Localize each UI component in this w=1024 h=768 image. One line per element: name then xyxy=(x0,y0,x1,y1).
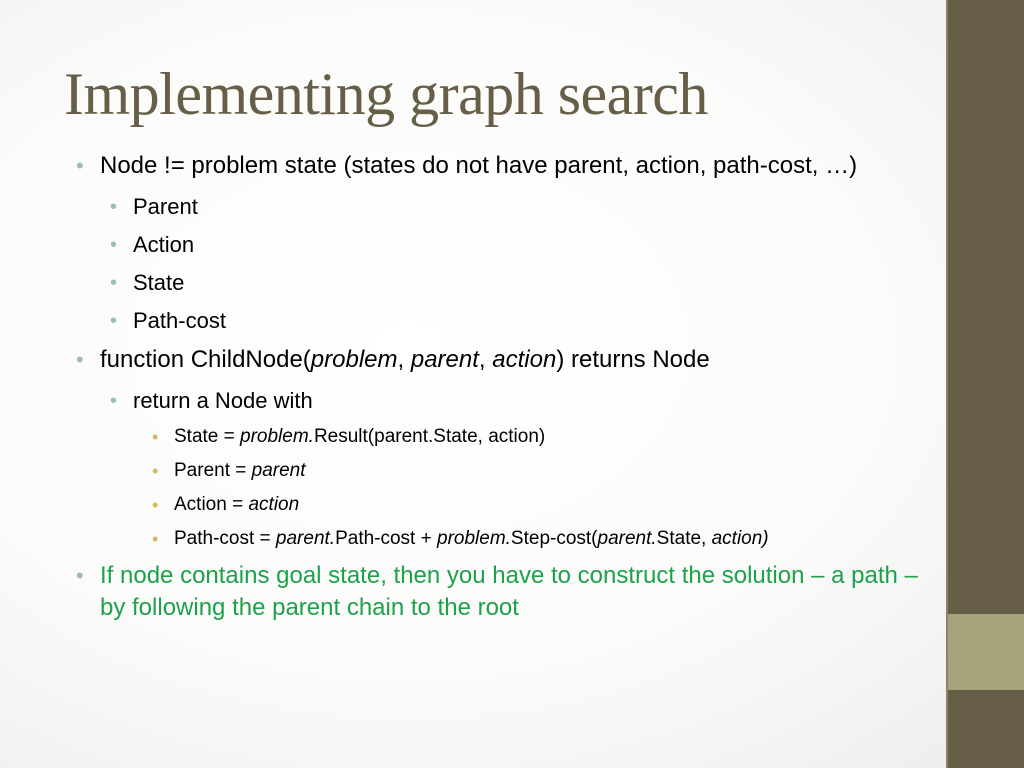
bullet-dot-icon: • xyxy=(110,196,118,218)
node-field-state: State xyxy=(133,270,185,295)
bullet-dot-icon: • xyxy=(152,495,159,515)
childnode-sep: , xyxy=(397,346,411,373)
childnode-prefix: function ChildNode( xyxy=(100,346,311,373)
bullet-dot-icon: • xyxy=(152,529,159,549)
assignment-path-cost xyxy=(76,526,936,552)
assignment-lhs: State = xyxy=(174,426,241,447)
assignment-lhs: Action = xyxy=(174,494,249,515)
assignment-rhs: Step-cost( xyxy=(510,528,598,549)
bullet-dot-icon: • xyxy=(76,347,84,372)
bullet-goal-path xyxy=(76,560,936,624)
bullet-dot-icon: • xyxy=(152,427,159,447)
slide-title: Implementing graph search xyxy=(64,61,708,127)
bullet-dot-icon: • xyxy=(110,390,118,412)
assignment-value: parent xyxy=(251,460,306,481)
bullet-dot-icon: • xyxy=(110,272,118,294)
goal-text: If node contains goal state, then you have to construct the solution – a path – by following the parent chain to the root xyxy=(100,562,918,621)
assignment-parent xyxy=(76,458,936,484)
assignment-action xyxy=(76,492,936,518)
childnode-arg-problem: problem xyxy=(310,346,398,373)
bullet-node-vs-state xyxy=(76,150,936,182)
bullet-dot-icon: • xyxy=(110,234,118,256)
assignment-rhs: Path-cost + xyxy=(335,528,437,549)
bullet-dot-icon: • xyxy=(152,461,159,481)
bullet-dot-icon: • xyxy=(110,310,118,332)
node-field-path-cost: Path-cost xyxy=(133,308,226,333)
node-field-action: Action xyxy=(133,232,195,257)
assignment-object: action) xyxy=(711,528,769,549)
bullet-text: Node != problem state (states do not have parent, action, path-cost, …) xyxy=(100,152,858,179)
assignment-lhs: Path-cost = xyxy=(174,528,276,549)
list-item xyxy=(76,306,936,336)
assignment-value: action xyxy=(248,494,300,515)
assignment-object: problem. xyxy=(437,528,511,549)
assignment-rhs: Result(parent.State, action) xyxy=(313,426,546,447)
list-item xyxy=(76,192,936,222)
bullet-childnode-function xyxy=(76,344,936,376)
side-accent-block xyxy=(948,614,1024,690)
list-item xyxy=(76,230,936,260)
assignment-rhs: State, xyxy=(656,528,712,549)
childnode-suffix: ) returns Node xyxy=(556,346,710,373)
return-node-text: return a Node with xyxy=(133,388,313,413)
assignment-lhs: Parent = xyxy=(174,460,252,481)
bullet-dot-icon: • xyxy=(76,153,84,178)
list-item xyxy=(76,268,936,298)
bullet-dot-icon: • xyxy=(76,563,84,588)
list-item xyxy=(76,386,936,416)
node-field-parent: Parent xyxy=(133,194,198,219)
assignment-object: parent. xyxy=(275,528,336,549)
slide-content xyxy=(76,150,936,634)
assignment-object: parent. xyxy=(597,528,657,549)
assignment-state xyxy=(76,424,936,450)
childnode-arg-action: action xyxy=(492,346,557,373)
childnode-sep: , xyxy=(478,346,493,373)
childnode-arg-parent: parent xyxy=(410,346,479,373)
assignment-object: problem. xyxy=(240,426,314,447)
